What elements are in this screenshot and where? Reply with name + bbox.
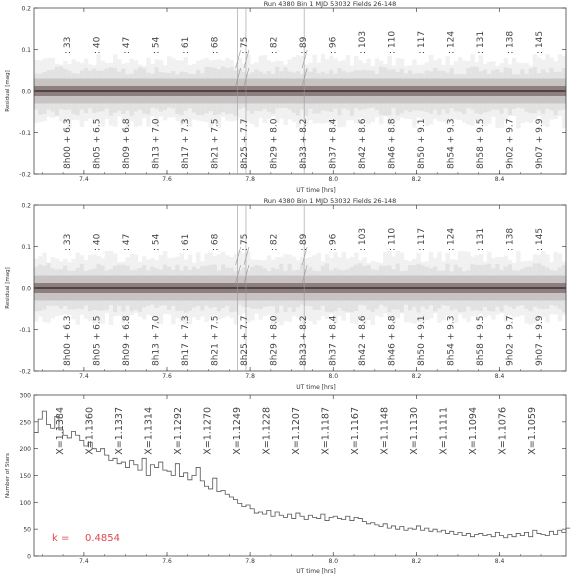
field-number-label: : 131	[476, 227, 486, 251]
y-tick-label: 0.2	[21, 202, 31, 210]
field-number-label: : 96	[328, 233, 339, 251]
seeing-time-label: 8h42 + 8.6	[358, 315, 368, 366]
seeing-time-label: 8h29 + 8.0	[269, 118, 280, 169]
seeing-time-label: 8h13 + 7.0	[151, 118, 162, 169]
field-number-label: : 138	[505, 227, 516, 251]
x-tick-label: 8.4	[494, 558, 505, 565]
residual-panel-top	[5, 0, 566, 194]
star-count-panel	[5, 393, 570, 576]
field-number-label: : 110	[387, 30, 398, 54]
seeing-time-label: 8h42 + 8.6	[358, 118, 368, 169]
y-axis-label: Number of Stars	[5, 452, 11, 499]
field-number-label: : 103	[358, 227, 368, 251]
y-tick-label: 0	[27, 553, 31, 561]
x-tick-label: 8.2	[411, 176, 422, 183]
x-tick-label: 7.8	[245, 373, 255, 380]
y-tick-label: 300	[19, 392, 31, 400]
field-number-label: : 61	[181, 36, 191, 54]
field-number-label: : 47	[122, 233, 132, 251]
x-tick-label: 7.8	[245, 558, 255, 565]
field-number-label: : 124	[446, 227, 457, 251]
seeing-time-label: 8h58 + 9.5	[476, 315, 486, 366]
field-number-label: : 89	[299, 233, 309, 251]
seeing-time-label: 8h21 + 7.5	[210, 118, 221, 169]
seeing-time-label: 8h58 + 9.5	[476, 118, 486, 169]
airmass-label: X=1.1167	[350, 407, 361, 455]
field-number-label: : 103	[358, 30, 368, 54]
x-tick-label: 7.6	[162, 176, 172, 183]
extinction-k-value: 0.4854	[85, 533, 120, 544]
x-tick-label: 7.6	[162, 373, 172, 380]
field-number-label: : 68	[210, 36, 221, 54]
airmass-label: X=1.1130	[409, 407, 420, 455]
seeing-time-label: 8h46 + 8.8	[387, 118, 398, 169]
y-tick-label: 0.1	[21, 47, 31, 54]
seeing-time-label: 8h46 + 8.8	[387, 315, 398, 366]
field-number-label: : 138	[505, 30, 516, 54]
x-tick-label: 8.0	[328, 558, 339, 565]
x-tick-label: 8.0	[328, 176, 339, 183]
field-number-label: : 82	[269, 233, 280, 251]
y-tick-label: 100	[19, 499, 31, 507]
seeing-time-label: 8h09 + 6.8	[122, 118, 132, 169]
seeing-time-label: 9h07 + 9.9	[535, 315, 545, 366]
field-number-label: : 145	[535, 227, 545, 251]
x-tick-label: 7.4	[79, 176, 89, 183]
airmass-label: X=1.1292	[173, 407, 184, 455]
seeing-time-label: 8h33 + 8.2	[299, 315, 309, 366]
y-axis-label: Residual [mag]	[5, 70, 11, 112]
field-number-label: : 68	[210, 233, 221, 251]
y-tick-label: -0.1	[19, 327, 31, 334]
x-tick-label: 7.4	[79, 558, 89, 565]
seeing-time-label: 8h17 + 7.3	[181, 118, 191, 169]
airmass-label: X=1.1207	[291, 407, 302, 455]
field-number-label: : 96	[328, 36, 339, 54]
field-number-label: : 33	[63, 233, 73, 251]
y-tick-label: 200	[19, 446, 31, 454]
y-tick-label: 0.1	[21, 244, 31, 251]
panel-title: Run 4380 Bin 1 MJD 53032 Fields 26-148	[263, 197, 397, 205]
y-tick-label: 0.0	[21, 285, 31, 293]
field-number-label: : 61	[181, 233, 191, 251]
field-number-label: : 117	[417, 227, 427, 251]
y-tick-label: -0.2	[19, 171, 31, 179]
seeing-time-label: 9h02 + 9.7	[505, 315, 516, 366]
airmass-label: X=1.1059	[527, 407, 538, 455]
field-number-label: : 110	[387, 227, 398, 251]
field-number-label: : 124	[446, 30, 457, 54]
field-number-label: : 82	[269, 36, 280, 54]
x-tick-label: 7.4	[79, 373, 89, 380]
airmass-label: X=1.1360	[84, 407, 96, 455]
airmass-label: X=1.1187	[320, 407, 332, 455]
y-tick-label: 0.2	[21, 5, 31, 13]
x-axis-label: UT time [hrs]	[296, 568, 336, 575]
airmass-label: X=1.1148	[379, 407, 391, 455]
seeing-time-label: 8h50 + 9.1	[417, 315, 427, 366]
seeing-time-label: 8h50 + 9.1	[417, 118, 427, 169]
seeing-time-label: 8h17 + 7.3	[181, 315, 191, 366]
x-tick-label: 8.2	[411, 373, 422, 380]
seeing-time-label: 8h54 + 9.3	[446, 315, 457, 366]
x-tick-label: 8.0	[328, 373, 339, 380]
y-tick-label: 250	[19, 419, 31, 427]
field-number-label: : 75	[240, 36, 250, 54]
field-number-label: : 131	[476, 30, 486, 54]
y-tick-label: 0.0	[21, 88, 31, 96]
field-number-label: : 33	[63, 36, 73, 54]
x-tick-label: 7.6	[162, 558, 172, 565]
seeing-time-label: 8h37 + 8.4	[328, 315, 339, 366]
seeing-time-label: 8h05 + 6.5	[92, 315, 103, 366]
residual-panel-middle	[5, 197, 566, 391]
seeing-time-label: 8h29 + 8.0	[269, 315, 280, 366]
x-axis-label: UT time [hrs]	[296, 187, 336, 194]
x-axis-label: UT time [hrs]	[296, 384, 336, 391]
x-tick-label: 8.2	[411, 558, 422, 565]
x-tick-label: 7.8	[245, 176, 255, 183]
airmass-label: X=1.1314	[143, 407, 155, 455]
field-number-label: : 54	[151, 36, 162, 54]
field-number-label: : 89	[299, 36, 309, 54]
airmass-label: X=1.1228	[261, 407, 273, 455]
seeing-time-label: 8h54 + 9.3	[446, 118, 457, 169]
field-number-label: : 54	[151, 233, 162, 251]
panel-title: Run 4380 Bin 1 MJD 53032 Fields 26-148	[263, 0, 397, 8]
seeing-time-label: 8h37 + 8.4	[328, 118, 339, 169]
seeing-time-label: 8h25 + 7.7	[240, 315, 250, 366]
y-tick-label: 150	[19, 473, 31, 480]
field-number-label: : 117	[417, 30, 427, 54]
airmass-label: X=1.1384	[55, 407, 66, 455]
airmass-label: X=1.1111	[438, 407, 450, 455]
seeing-time-label: 8h13 + 7.0	[151, 315, 162, 366]
extinction-k-label: k =	[52, 533, 70, 544]
seeing-time-label: 8h00 + 6.3	[63, 118, 73, 169]
y-tick-label: -0.2	[19, 368, 31, 376]
seeing-time-label: 8h00 + 6.3	[63, 315, 73, 366]
airmass-label: X=1.1249	[232, 407, 243, 455]
seeing-time-label: 8h09 + 6.8	[122, 315, 132, 366]
y-tick-label: 50	[23, 526, 31, 534]
seeing-time-label: 8h21 + 7.5	[210, 315, 221, 366]
y-axis-label: Residual [mag]	[5, 267, 11, 309]
airmass-label: X=1.1337	[114, 407, 125, 455]
seeing-time-label: 9h02 + 9.7	[505, 118, 516, 169]
seeing-time-label: 8h25 + 7.7	[240, 118, 250, 169]
field-number-label: : 40	[92, 36, 103, 54]
seeing-time-label: 9h07 + 9.9	[535, 118, 545, 169]
field-number-label: : 75	[240, 233, 250, 251]
airmass-label: X=1.1076	[497, 407, 509, 455]
x-tick-label: 8.4	[494, 373, 505, 380]
seeing-time-label: 8h05 + 6.5	[92, 118, 103, 169]
airmass-label: X=1.1094	[468, 407, 479, 455]
seeing-time-label: 8h33 + 8.2	[299, 118, 309, 169]
y-tick-label: -0.1	[19, 130, 31, 137]
x-tick-label: 8.4	[494, 176, 505, 183]
field-number-label: : 40	[92, 233, 103, 251]
field-number-label: : 47	[122, 36, 132, 54]
field-number-label: : 145	[535, 30, 545, 54]
airmass-label: X=1.1270	[202, 407, 214, 455]
